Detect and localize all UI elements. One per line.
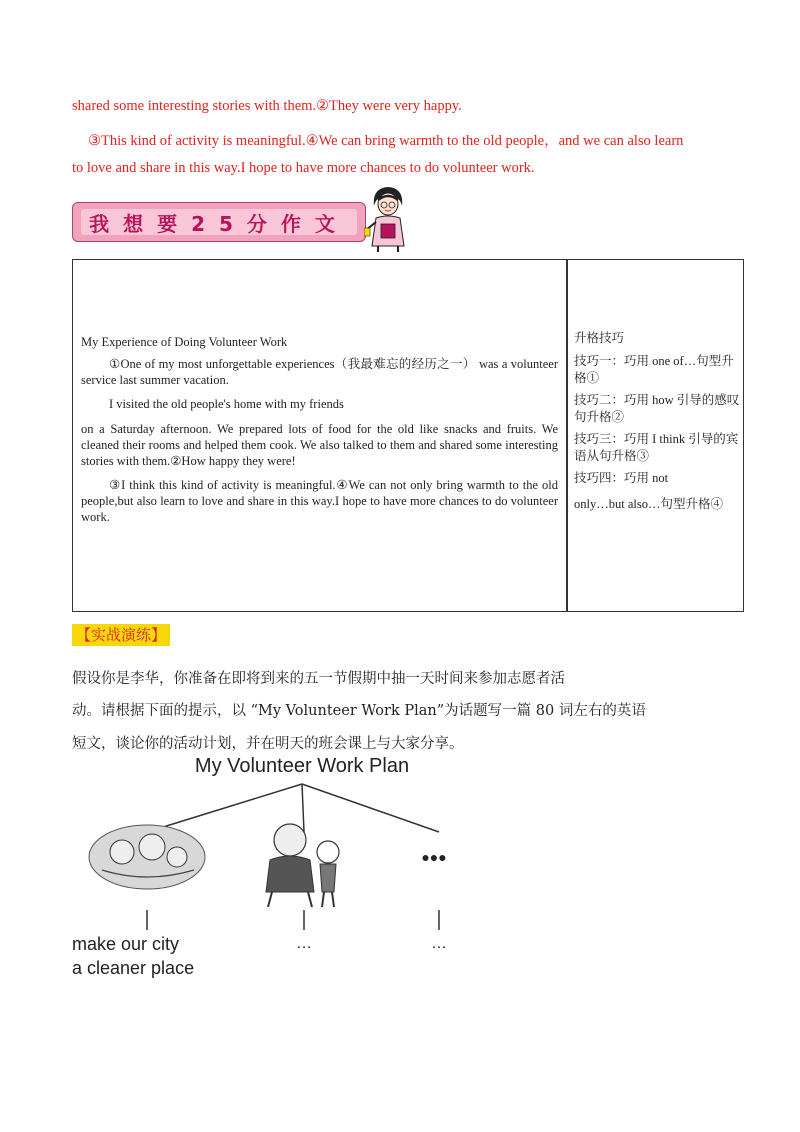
branch-1-line-1: make our city (72, 934, 180, 954)
task-line-2: 动。请根据下面的提示，以 “My Volunteer Work Plan”为话题写一篇 80 词左右的英语 (72, 703, 646, 719)
elderly-visit-picture (266, 824, 339, 907)
practice-heading: 【实战演练】 (72, 624, 170, 646)
essay-table (72, 259, 744, 612)
essay-title: My Experience of Doing Volunteer Work (81, 335, 288, 349)
task-line-1: 假设你是李华，你准备在即将到来的五一节假期中抽一天时间来参加志愿者活 (72, 671, 565, 687)
upgrade-tips (574, 330, 740, 513)
tip-1: 技巧一：巧用 one of…句型升格① (574, 354, 734, 385)
tip-4b: only…but also…句型升格④ (574, 497, 723, 511)
model-answer-line1: shared some interesting stories with them.②They were very happy. (72, 98, 462, 114)
model-answer-line2: ③This kind of activity is meaningful.④We can bring warmth to the old people，and we can also learn (88, 133, 684, 149)
column-divider (566, 260, 568, 611)
ellipsis-dots: ●●● (421, 849, 447, 865)
tip-4a: 技巧四：巧用 not (574, 471, 669, 485)
sample-essay (81, 334, 558, 525)
essay-paragraph-4: ③I think this kind of activity is meaningful.④We can not only bring warmth to the old people,but also learn to love and share in this way.I hope to have more chances to do volunteer work. (81, 478, 558, 524)
tips-title: 升格技巧 (574, 331, 625, 345)
branch-3-label: … (431, 935, 447, 952)
banner-title: 我想要25分作文 (89, 211, 349, 236)
score-banner (72, 202, 366, 242)
essay-paragraph-2: I visited the old people's home with my friends (109, 397, 344, 411)
model-answer-line3: to love and share in this way.I hope to have more chances to do volunteer work. (72, 160, 535, 176)
tip-3: 技巧三：巧用 I think 引导的宾语从句升格③ (574, 432, 739, 463)
teacher-illustration-icon (364, 184, 412, 252)
tip-2: 技巧二：巧用 how 引导的感叹句升格② (574, 393, 740, 424)
diagram-title: My Volunteer Work Plan (194, 755, 410, 777)
essay-paragraph-1: ①One of my most unforgettable experiences（我最难忘的经历之一） was a volunteer service last summer vacation. (81, 357, 558, 387)
essay-paragraph-3: on a Saturday afternoon. We prepared lots of food for the old like snacks and fruits. We cleaned their rooms and helped them cook. We also talked to them and shared some interesting stories with them.②How happy they were! (81, 422, 558, 468)
branch-2-label: … (296, 935, 312, 952)
volunteer-plan-diagram (72, 752, 492, 987)
task-line-3: 短文，谈论你的活动计划，并在明天的班会课上与大家分享。 (72, 736, 464, 752)
city-cleaning-picture (89, 825, 205, 889)
branch-1-line-2: a cleaner place (72, 958, 195, 978)
